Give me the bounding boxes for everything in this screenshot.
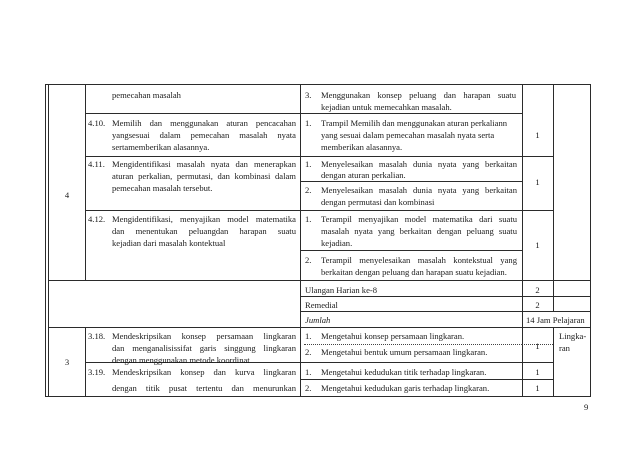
kd-text: dengan menggunakan metode koordinat xyxy=(112,355,250,365)
kd-number: 4.12. xyxy=(88,214,106,224)
jp-cell: 1 xyxy=(535,367,540,377)
jp-cell: 1 xyxy=(535,177,540,187)
kd-number: 3.18. xyxy=(88,331,106,341)
jp-cell: 1 xyxy=(535,341,540,351)
indicator-text: Mengetahui konsep persamaan lingkaran. xyxy=(321,331,465,341)
kd-text: Mengidentifikasi, menyajikan model matematika xyxy=(112,214,296,224)
kd-text: aturan perkalian, permutasi, dan kombinasi dalam xyxy=(112,171,296,181)
indicator-number: 2. xyxy=(305,347,312,357)
indicator-text: Menyelesaikan masalah dunia nyata yang berkaitan xyxy=(321,185,517,195)
indicator-number: 2. xyxy=(305,383,312,393)
indicator-text: Terampil menyajikan model matematika dari suatu xyxy=(321,214,517,224)
section-number: 4 xyxy=(64,190,70,200)
indicator-text: Trampil Memilih dan menggunakan aturan perkaliann xyxy=(321,118,508,128)
indicator-number: 1. xyxy=(305,367,312,377)
indicator-text: Mengetahui kedudukan titik terhadap lingkaran. xyxy=(321,367,487,377)
indicator-text: berkaitan dengan peluang dan harapan suatu kejadian. xyxy=(321,267,507,277)
indicator-number: 1. xyxy=(305,331,312,341)
remedial-label: Remedial xyxy=(305,300,338,310)
kd-text: pemecahan masalah tersebut. xyxy=(112,183,213,193)
kd-number: 4.10. xyxy=(88,118,106,128)
jumlah-total: 14 Jam Pelajaran xyxy=(526,315,585,325)
indicator-text: dengan permutasi dan kombinasi xyxy=(321,197,435,207)
kd-text: Mengidentifikasi masalah nyata dan menerapkan xyxy=(112,159,296,169)
indicator-text: kejadian. xyxy=(321,238,353,248)
indicator-text: memberikan alasannya. xyxy=(321,142,403,152)
jp-cell: 1 xyxy=(535,130,540,140)
kd-number: 3.19. xyxy=(88,367,106,377)
kd-text: Memilih dan menggunakan aturan pencacahan xyxy=(112,118,296,128)
jumlah-label: Jumlah xyxy=(305,315,331,325)
kd-text: Mendeskripsikan konsep persamaan lingkaran xyxy=(112,331,296,341)
section-number: 3 xyxy=(64,357,70,367)
kd-continuation-text: pemecahan masalah xyxy=(112,90,181,100)
indicator-text: yang sesuai dalam pemecahan masalah nyata serta xyxy=(321,130,495,140)
indicator-number: 1. xyxy=(305,214,312,224)
ulangan-harian-label: Ulangan Harian ke-8 xyxy=(305,285,378,295)
indicator-number: 2. xyxy=(305,185,312,195)
indicator-text: masalah nyata yang berkaitan dengan peluang suatu xyxy=(321,226,517,236)
indicator-text: Menyelesaikan masalah dunia nyata yang berkaitan xyxy=(321,159,517,169)
indicator-text: Terampil menyelesaikan masalah kontekstual yang xyxy=(321,255,517,265)
kd-text: Mendeskripsikan konsep dan kurva lingkaran xyxy=(112,367,296,377)
material-label: Lingka- xyxy=(559,331,587,341)
ulangan-harian-jp: 2 xyxy=(535,285,540,295)
material-label: ran xyxy=(559,343,570,353)
kd-text: kejadian dari masalah kontektual xyxy=(112,238,226,248)
jp-cell: 1 xyxy=(535,240,540,250)
kd-number: 4.11. xyxy=(88,159,105,169)
jp-cell: 1 xyxy=(535,383,540,393)
kd-text: dan menentukan peluangdan harapan suatu xyxy=(112,226,296,236)
page-number: 9 xyxy=(584,402,589,412)
kd-text: dan menganalisissifat garis singgung lingkaran xyxy=(112,343,296,353)
indicator-text: Mengetahui kedudukan garis terhadap lingkaran. xyxy=(321,383,490,393)
indicator-number: 2. xyxy=(305,255,312,265)
indicator-text: Mengetahui bentuk umum persamaan lingkaran. xyxy=(321,347,488,357)
indicator-number: 1. xyxy=(305,159,312,169)
indicator-text: dengan aturan perkalian. xyxy=(321,170,406,180)
indicator-number: 1. xyxy=(305,118,312,128)
indicator-text: kejadian untuk memecahkan masalah. xyxy=(321,102,452,112)
remedial-jp: 2 xyxy=(535,300,540,310)
kd-text: dengan titik pusat tertentu dan menurunkan xyxy=(112,383,296,393)
kd-text: yangsesuai dalam pemecahan masalah nyata xyxy=(112,130,296,140)
indicator-number: 3. xyxy=(305,90,312,100)
indicator-text: Menggunakan konsep peluang dan harapan suatu xyxy=(321,90,516,100)
kd-text: sertamemberikan alasannya. xyxy=(112,142,210,152)
